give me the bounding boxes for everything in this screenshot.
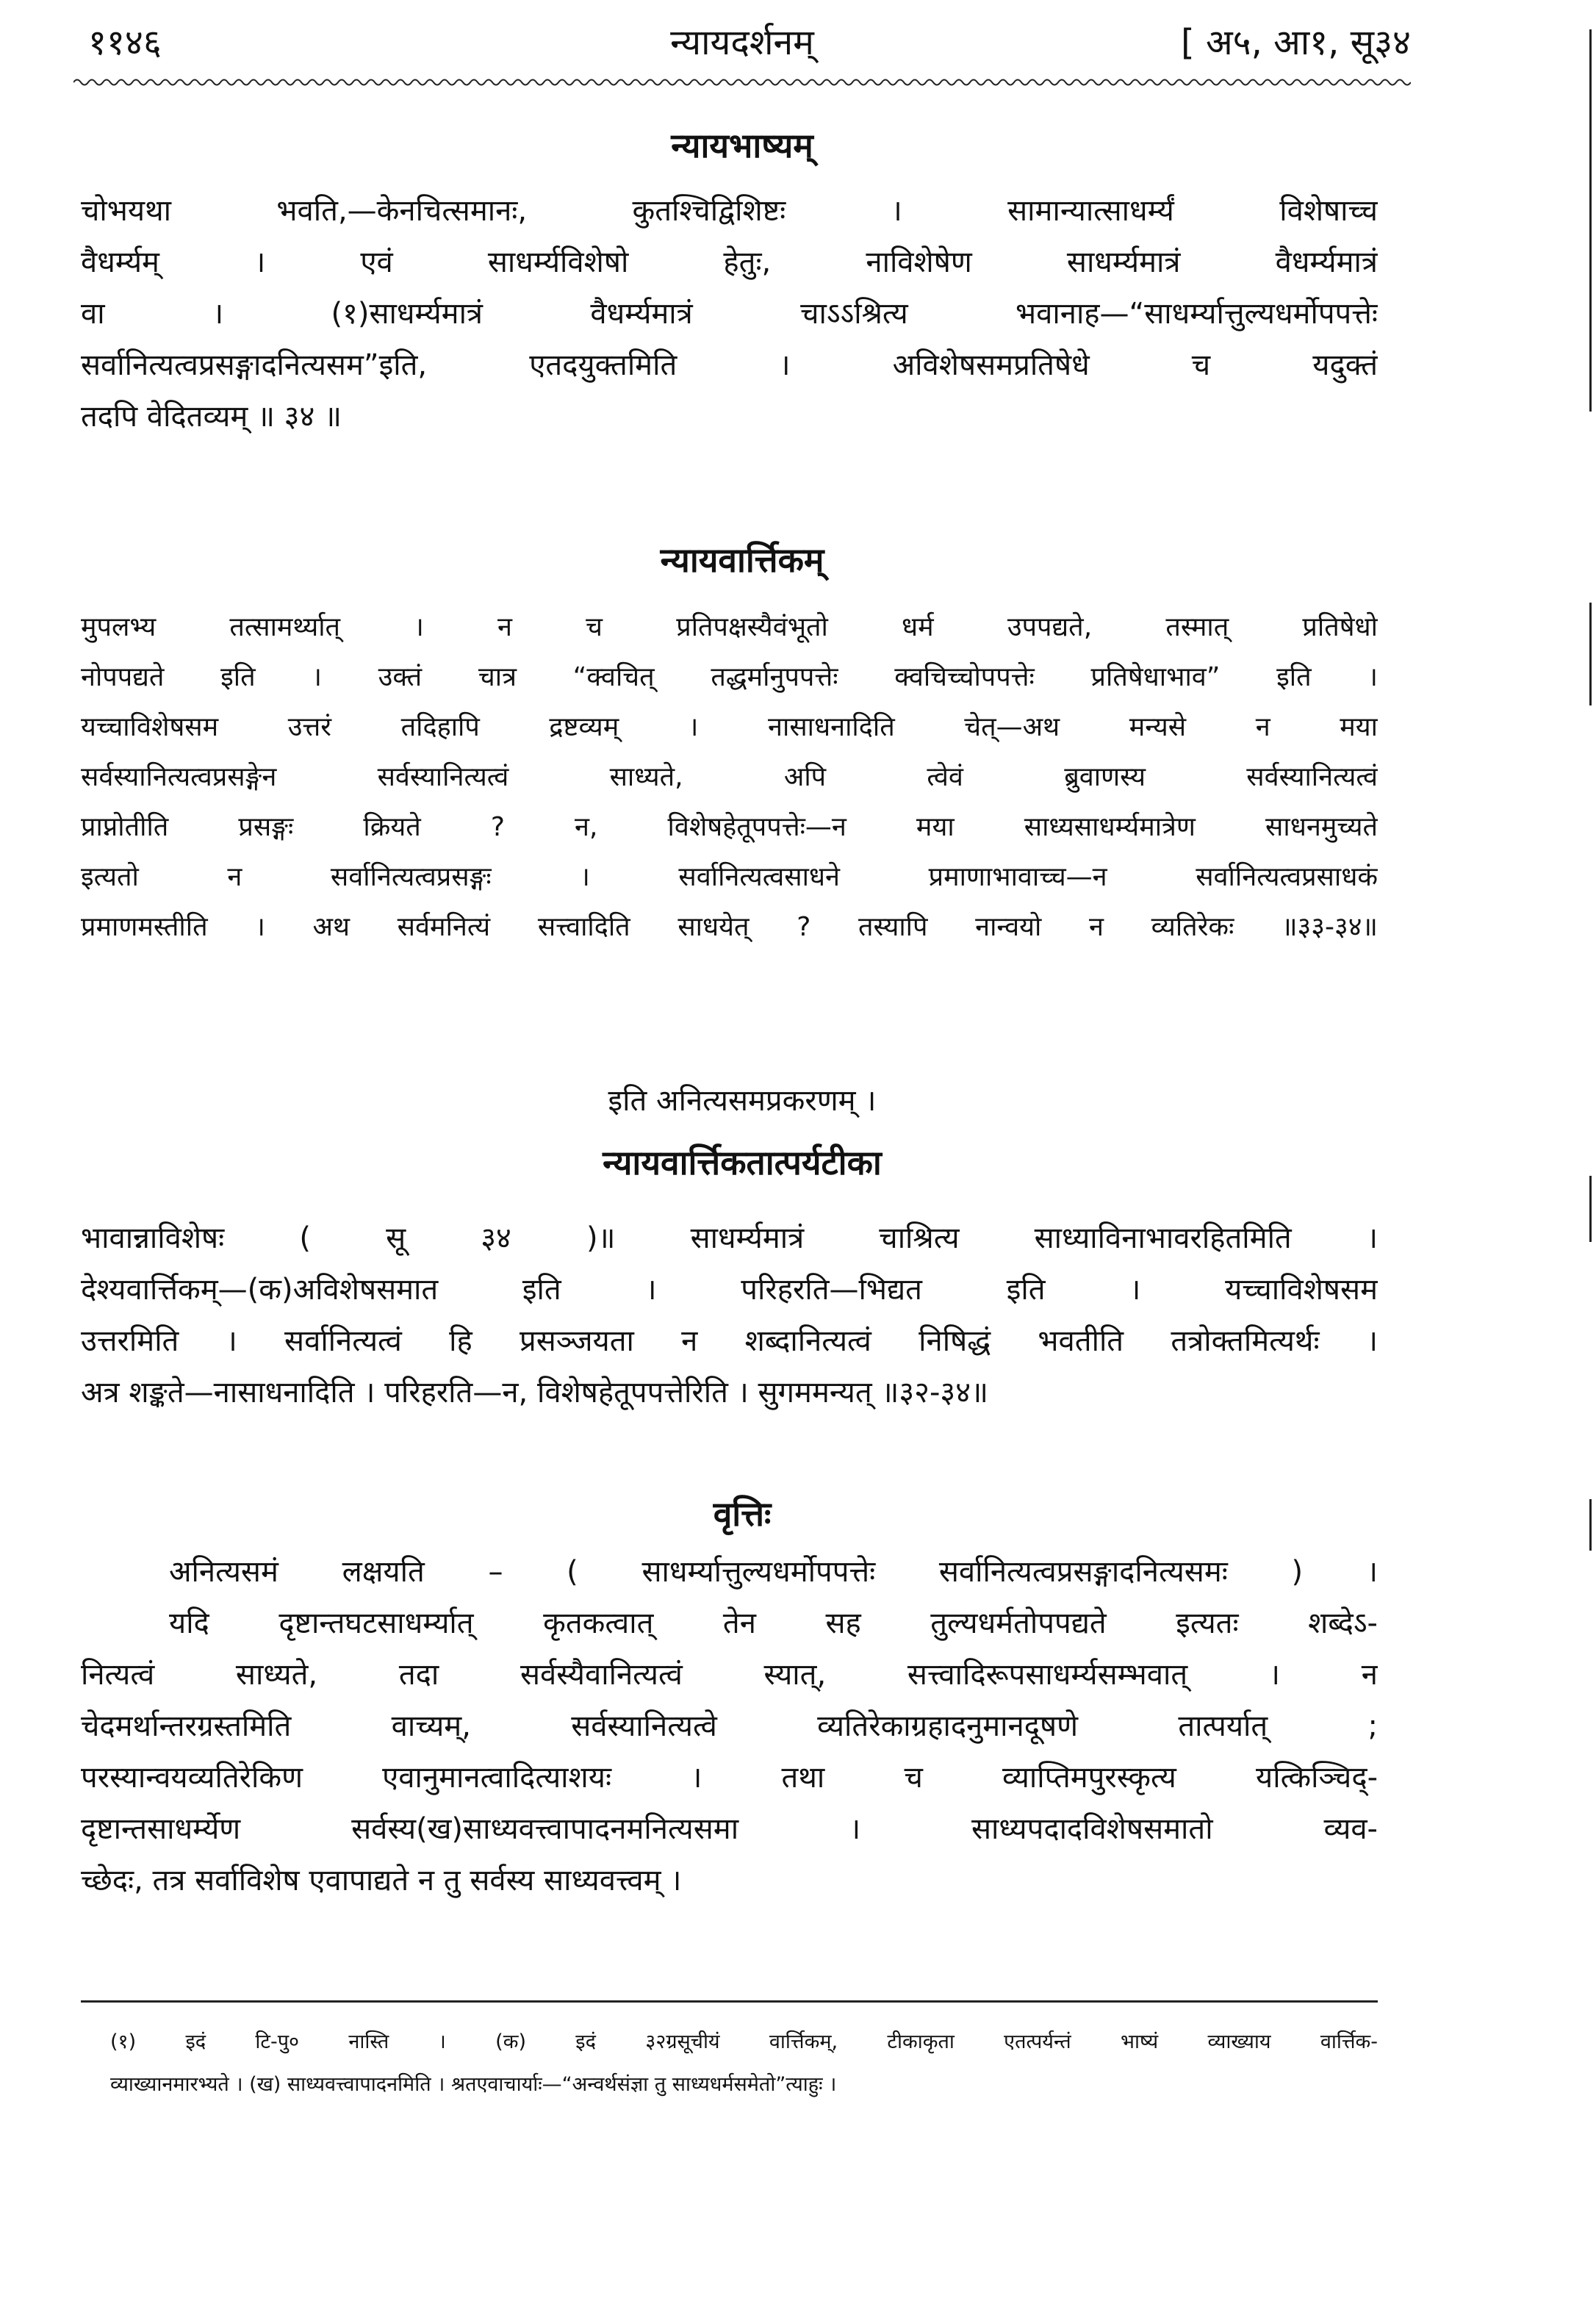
varttika-line: प्राप्नोतीति प्रसङ्गः क्रियते ? न, विशेषहेतूपपत्तेः—न मया साध्यसाधर्म्यमात्रेण साधनमुच्यते — [81, 812, 1378, 842]
header-wavy-rule — [73, 75, 1411, 90]
bhashya-line: वा । (१)साधर्म्यमात्रं वैधर्म्यमात्रं चाऽऽश्रित्य भवानाह—“साधर्म्यात्तुल्यधर्मोपपत्तेः — [81, 297, 1378, 331]
scan-edge-mark — [1589, 603, 1592, 705]
vritti-line: परस्यान्वयव्यतिरेकिण एवानुमानत्वादित्याशयः । तथा च व्याप्तिमपुरस्कृत्य यत्किञ्चिद्- — [81, 1761, 1378, 1795]
vritti-line: दृष्टान्तसाधर्म्येण सर्वस्य(ख)साध्यवत्त्वापादनमनित्यसमा । साध्यपदादविशेषसमातो व्यव- — [81, 1812, 1378, 1846]
vritti-line: चेदमर्थान्तरग्रस्तमिति वाच्यम्, सर्वस्यानित्यत्वे व्यतिरेकाग्रहादनुमानदूषणे तात्पर्यात् ; — [81, 1709, 1378, 1743]
varttika-line: मुपलभ्य तत्सामर्थ्यात् । न च प्रतिपक्षस्यैवंभूतो धर्म उपपद्यते, तस्मात् प्रतिषेधो — [81, 612, 1378, 642]
tika-line: देश्यवार्त्तिकम्—(क)अविशेषसमात इति । परिहरति—भिद्यत इति । यच्चाविशेषसम — [81, 1273, 1378, 1307]
vritti-line: नित्यत्वं साध्यते, तदा सर्वस्यैवानित्यत्वं स्यात्, सत्त्वादिरूपसाधर्म्यसम्भवात् । न — [81, 1658, 1378, 1692]
footnote-line: व्याख्यानमारभ्यते । (ख) साध्यवत्त्वापादनमिति । श्रतएवाचार्याः—“अन्वर्थसंज्ञा तु साध्यधर्मसमेतो”त्याहुः । — [110, 2073, 837, 2096]
bhashya-line: वैधर्म्यम् । एवं साधर्म्यविशेषो हेतुः, नाविशेषेण साधर्म्यमात्रं वैधर्म्यमात्रं — [81, 245, 1378, 279]
varttika-line: प्रमाणमस्तीति । अथ सर्वमनित्यं सत्त्वादिति साधयेत् ? तस्यापि नान्वयो न व्यतिरेकः ॥३३-३४॥ — [81, 912, 1378, 942]
bhashya-line: चोभयथा भवति,—केनचित्समानः, कुतश्चिद्विशिष्टः । सामान्यात्साधर्म्यं विशेषाच्च — [81, 194, 1378, 228]
vritti-line: यदि दृष्टान्तघटसाधर्म्यात् कृतकत्वात् तेन सह तुल्यधर्मतोपपद्यते इत्यतः शब्देऽ- — [169, 1606, 1378, 1640]
varttika-line: इत्यतो न सर्वानित्यत्वप्रसङ्गः । सर्वानित्यत्वसाधने प्रमाणाभावाच्च—न सर्वानित्यत्वप्रसाधकं — [81, 862, 1378, 892]
page-number: ११४६ — [88, 22, 162, 63]
varttika-line: यच्चाविशेषसम उत्तरं तदिहापि द्रष्टव्यम् । नासाधनादिति चेत्—अथ मन्यसे न मया — [81, 712, 1378, 742]
vritti-text — [81, 1546, 1378, 1906]
bhashya-heading: न्यायभाष्यम् — [671, 126, 813, 165]
vritti-line: अनित्यसमं लक्षयति – ( साधर्म्यात्तुल्यधर्मोपपत्तेः सर्वानित्यत्वप्रसङ्गादनित्यसमः ) । — [169, 1555, 1378, 1589]
tika-heading: न्यायवार्त्तिकतात्पर्यटीका — [603, 1143, 882, 1182]
vritti-line: च्छेदः, तत्र सर्वाविशेष एवापाद्यते न तु सर्वस्य साध्यवत्त्वम् । — [81, 1864, 682, 1897]
bhashya-text — [81, 185, 1378, 442]
chapter-reference: [ अ५, आ१, सू३४ — [1180, 22, 1411, 63]
page-header — [73, 13, 1411, 79]
scan-edge-mark — [1589, 1176, 1592, 1242]
running-title: न्यायदर्शनम् — [670, 22, 814, 63]
footnote-line: (१) इदं टि-पु० नास्ति । (क) इदं ३२ग्रसूचीयं वार्त्तिकम्, टीकाकृता एतत्पर्यन्तं भाष्यं व्याख्याय वार्त्तिक- — [110, 2030, 1378, 2053]
footnotes — [110, 2021, 1378, 2106]
footnote-divider — [81, 2000, 1378, 2003]
bhashya-line: सर्वानित्यत्वप्रसङ्गादनित्यसम”इति, एतदयुक्तमिति । अविशेषसमप्रतिषेधे च यदुक्तं — [81, 348, 1378, 382]
tika-text — [81, 1213, 1378, 1418]
bhashya-line: तदपि वेदितव्यम् ॥ ३४ ॥ — [81, 400, 342, 434]
prakarana-closing: इति अनित्यसमप्रकरणम् । — [608, 1084, 877, 1118]
scan-edge-mark — [1589, 1499, 1592, 1551]
varttika-line: सर्वस्यानित्यत्वप्रसङ्गेन सर्वस्यानित्यत्वं साध्यते, अपि त्वेवं ब्रुवाणस्य सर्वस्यानित्यत्वं — [81, 762, 1378, 792]
scan-edge-mark — [1589, 29, 1592, 412]
tika-line: अत्र शङ्कते—नासाधनादिति । परिहरति—न, विशेषहेतूपपत्तेरिति । सुगममन्यत् ॥३२-३४॥ — [81, 1376, 988, 1410]
vritti-heading: वृत्तिः — [713, 1494, 772, 1534]
tika-line: उत्तरमिति । सर्वानित्यत्वं हि प्रसञ्जयता न शब्दानित्यत्वं निषिद्धं भवतीति तत्रोक्तमित्यर्थः । — [81, 1324, 1378, 1358]
varttika-line: नोपपद्यते इति । उक्तं चात्र “क्वचित् तद्धर्मानुपपत्तेः क्वचिच्चोपपत्तेः प्रतिषेधाभाव” इति । — [81, 662, 1378, 692]
varttika-heading: न्यायवार्त्तिकम् — [660, 540, 824, 580]
varttika-text — [81, 603, 1378, 952]
tika-line: भावान्नाविशेषः ( सू ३४ )॥ साधर्म्यमात्रं चाश्रित्य साध्याविनाभावरहितमिति । — [81, 1221, 1378, 1255]
